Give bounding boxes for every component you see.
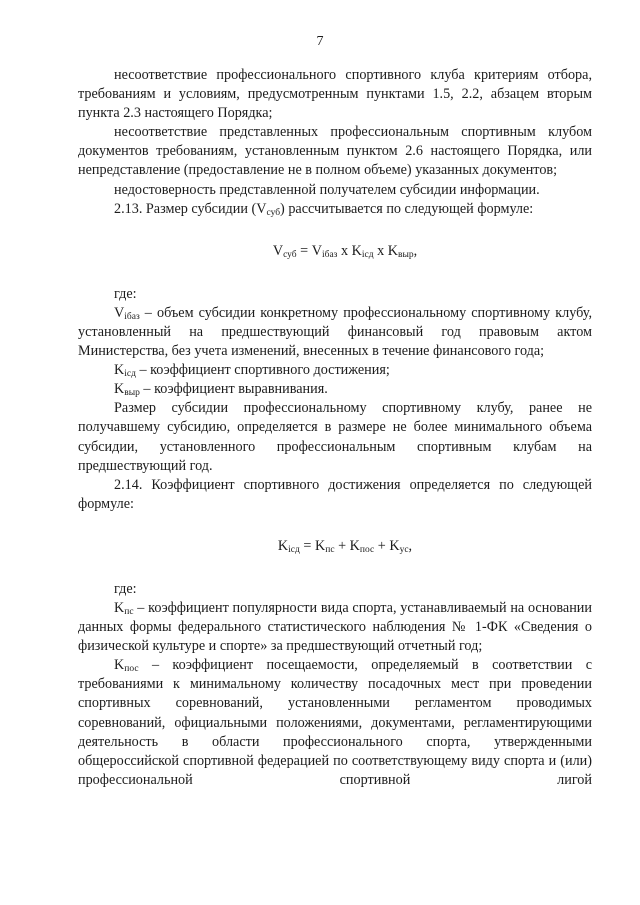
paragraph-documents-mismatch: несоответствие представленных профессиональным спортивным клубом документов требованиям, установленным пунктом 2.6 настоящего Порядка, или непредставление (предоставление не в полном объеме) указанных документов; <box>78 124 592 179</box>
formula-subsidy: $V_{суб} = V_{iбаз}$ x $K_{iсд}$ x $K_{выр}$, <box>272 242 418 260</box>
where-label-2: где: <box>114 580 137 597</box>
paragraph-unreliable-info: недостоверность представленной получателем субсидии информации. <box>114 181 540 198</box>
page-number: 7 <box>316 34 324 49</box>
where-label-1: где: <box>114 285 137 302</box>
paragraph-2-14: 2.14. Коэффициент спортивного достижения определяется по следующей формуле: <box>78 476 592 512</box>
formula-sport-achievement: $K_{iсд} = K_{пс} + K_{пос} + K_{ус}$, <box>277 537 413 555</box>
paragraph-criteria-mismatch: несоответствие профессионального спортивного клуба критериям отбора, требованиям и условиям, предусмотренным пунктами 1.5, 2.2, абзацем вторым пункта 2.3 настоящего Порядка; <box>78 67 592 122</box>
paragraph-subsidy-size: Размер субсидии профессиональному спортивному клубу, ранее не получавшему субсидию, определяется в размере не более минимального объема субсидии, установленного профессиональным спортивным клубам на предшествующий год. <box>78 400 592 474</box>
document-body <box>78 66 592 790</box>
definition-k-pos: $K_{пос}$ – коэффициент посещаемости, определяемый в соответствии с требованиями к минимальному количеству посадочных мест при проведении спортивных соревнований, установленными регламентом проводимых соревнований, официальными положениями, документами, регламентирующими деятельность в области профессионального спорта, утвержденными общероссийской спортивной федерацией по соответствующему виду спорта и (или) профессиональной спортивной лигой <box>78 657 592 788</box>
definition-k-isd: $K_{iсд}$ – коэффициент спортивного достижения; <box>114 362 390 380</box>
definition-k-vyr: $K_{выр}$ – коэффициент выравнивания. <box>114 381 328 399</box>
definition-v-ibaz: $V_{iбаз}$ – объем субсидии конкретному профессиональному спортивному клубу, установленный на предшествующий финансовый год правовым актом Министерства, без учета изменений, внесенных в течение финансового года; <box>78 304 592 360</box>
definition-k-ps: $K_{пс}$ – коэффициент популярности вида спорта, устанавливаемый на основании данных формы федерального статистического наблюдения № 1-ФК «Сведения о физической культуре и спорте» за предшествующий отчетный год; <box>78 599 592 655</box>
paragraph-2-13: 2.13. Размер субсидии $(V_{суб})$ рассчитывается по следующей формуле: <box>114 200 534 218</box>
